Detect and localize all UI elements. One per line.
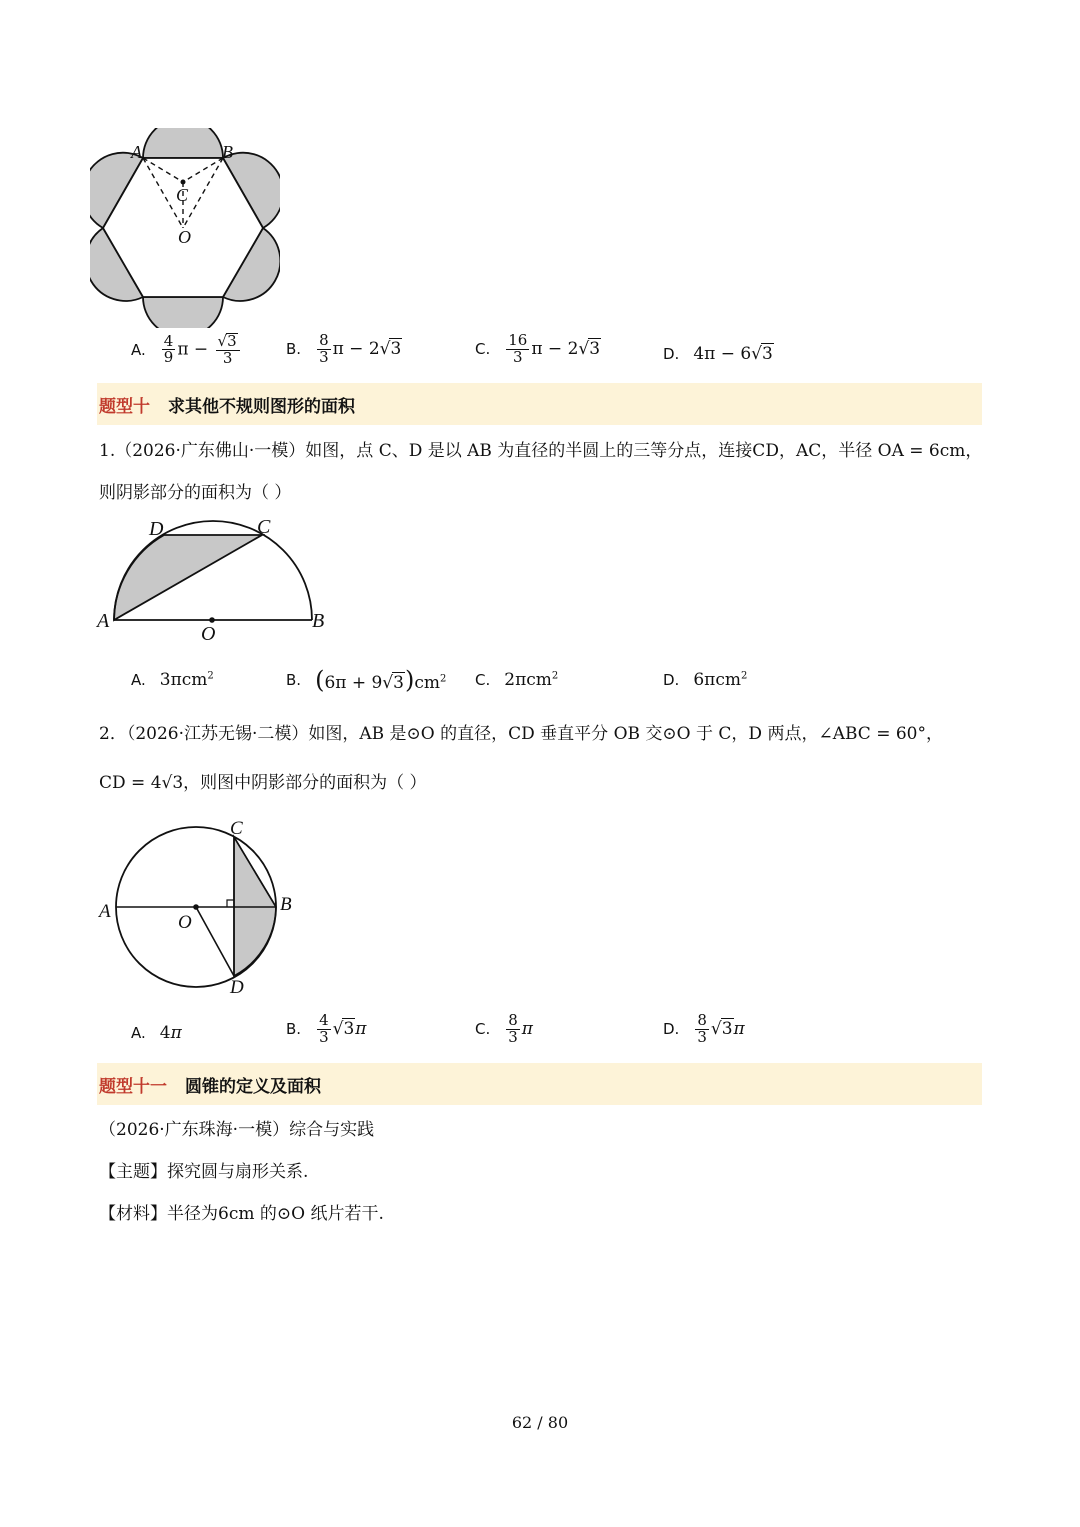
q2-stem-line2: CD = 4√3，则图中阴影部分的面积为（ ） (99, 773, 427, 793)
label-O: O (201, 623, 216, 645)
q2-option-d[interactable] (663, 1013, 745, 1046)
petal-top (143, 128, 223, 158)
option-math: $\frac{16}{3}$ π − 2√3 (508, 331, 601, 366)
q1-stem-line1: 1.（2026·广东佛山·一模）如图，点 C、D 是以 AB 为直径的半圆上的三等分点，连接CD，AC，半径 OA = 6cm， (99, 441, 983, 461)
option-label: B. (286, 1020, 302, 1039)
label-O: O (178, 227, 191, 247)
q2-option-a[interactable] (131, 1023, 182, 1043)
option-math: 6πcm$^2$ (693, 670, 748, 690)
page-number: 62 / 80 (511, 1413, 569, 1432)
q1-stem-line2: 则阴影部分的面积为（ ） (99, 483, 292, 503)
option-math: $\frac{8}{3}$ √3π (697, 1011, 745, 1046)
q2-stem-line1: 2．（2026·江苏无锡·二模）如图，AB 是⊙O 的直径，CD 垂直平分 OB 交⊙O 于 C，D 两点，∠ABC = 60°， (99, 724, 943, 744)
label-O: O (178, 912, 192, 933)
option-label: B. (286, 671, 302, 689)
option-math: 4π (159, 1023, 182, 1043)
q2-option-c[interactable] (475, 1013, 533, 1046)
hexagon-petal-figure (90, 128, 280, 328)
option-label: D. (663, 344, 680, 363)
prev-option-a[interactable] (131, 333, 242, 367)
q1-option-c[interactable] (475, 670, 558, 690)
prev-option-b[interactable] (286, 333, 402, 366)
label-A: A (131, 142, 142, 162)
prev-option-d[interactable] (663, 343, 774, 364)
label-C: C (257, 516, 271, 538)
option-math: $\frac{4}{3}$ √3π (319, 1011, 367, 1046)
label-B: B (312, 610, 325, 632)
option-label: B. (286, 340, 302, 359)
shaded-region (114, 535, 262, 620)
label-A: A (97, 610, 110, 632)
option-math: $(6\pi + 9√3)cm^2$ (315, 666, 447, 694)
option-label: A. (131, 671, 146, 689)
q1-option-d[interactable] (663, 670, 747, 690)
option-math: $\frac{4}{9}$ π − $\frac{√3}{3}$ (160, 333, 242, 367)
label-D: D (230, 977, 244, 998)
option-label: D. (663, 1020, 680, 1039)
q2-option-b[interactable] (286, 1013, 366, 1046)
label-B: B (222, 142, 233, 162)
option-math: $\frac{8}{3}$ π − 2√3 (319, 331, 402, 366)
option-math: 2πcm$^2$ (504, 670, 559, 690)
prev-option-c[interactable] (475, 333, 601, 366)
section-title: 圆锥的定义及面积 (185, 1076, 321, 1097)
option-math: $\frac{8}{3}$ π (508, 1011, 533, 1046)
semicircle-figure (95, 512, 335, 647)
section-tag: 题型十 (99, 396, 150, 417)
option-label: C. (475, 671, 491, 689)
option-label: A. (131, 340, 146, 359)
section-title: 求其他不规则图形的面积 (168, 396, 355, 417)
q3-line1: （2026·广东珠海·一模）综合与实践 (99, 1120, 375, 1140)
label-C: C (176, 185, 189, 205)
option-label: C. (475, 1020, 491, 1039)
option-math: 4π − 6√3 (693, 344, 773, 364)
option-math: 3πcm$^2$ (159, 670, 214, 690)
q3-line3: 【材料】半径为6cm 的⊙O 纸片若干. (99, 1204, 384, 1224)
circle-figure (95, 812, 305, 1002)
q1-option-a[interactable] (131, 670, 214, 690)
option-label: A. (131, 1024, 146, 1042)
label-B: B (280, 894, 292, 915)
q1-option-b[interactable] (286, 666, 446, 694)
option-label: D. (663, 671, 680, 689)
label-D: D (149, 518, 164, 540)
section-tag: 题型十一 (99, 1076, 167, 1097)
q3-line2: 【主题】探究圆与扇形关系. (99, 1162, 309, 1182)
section-header-11 (97, 1063, 982, 1105)
section-header-10 (97, 383, 982, 425)
petal-bottom (143, 297, 223, 328)
label-C: C (230, 818, 243, 839)
option-label: C. (475, 340, 491, 359)
label-A: A (99, 901, 111, 922)
